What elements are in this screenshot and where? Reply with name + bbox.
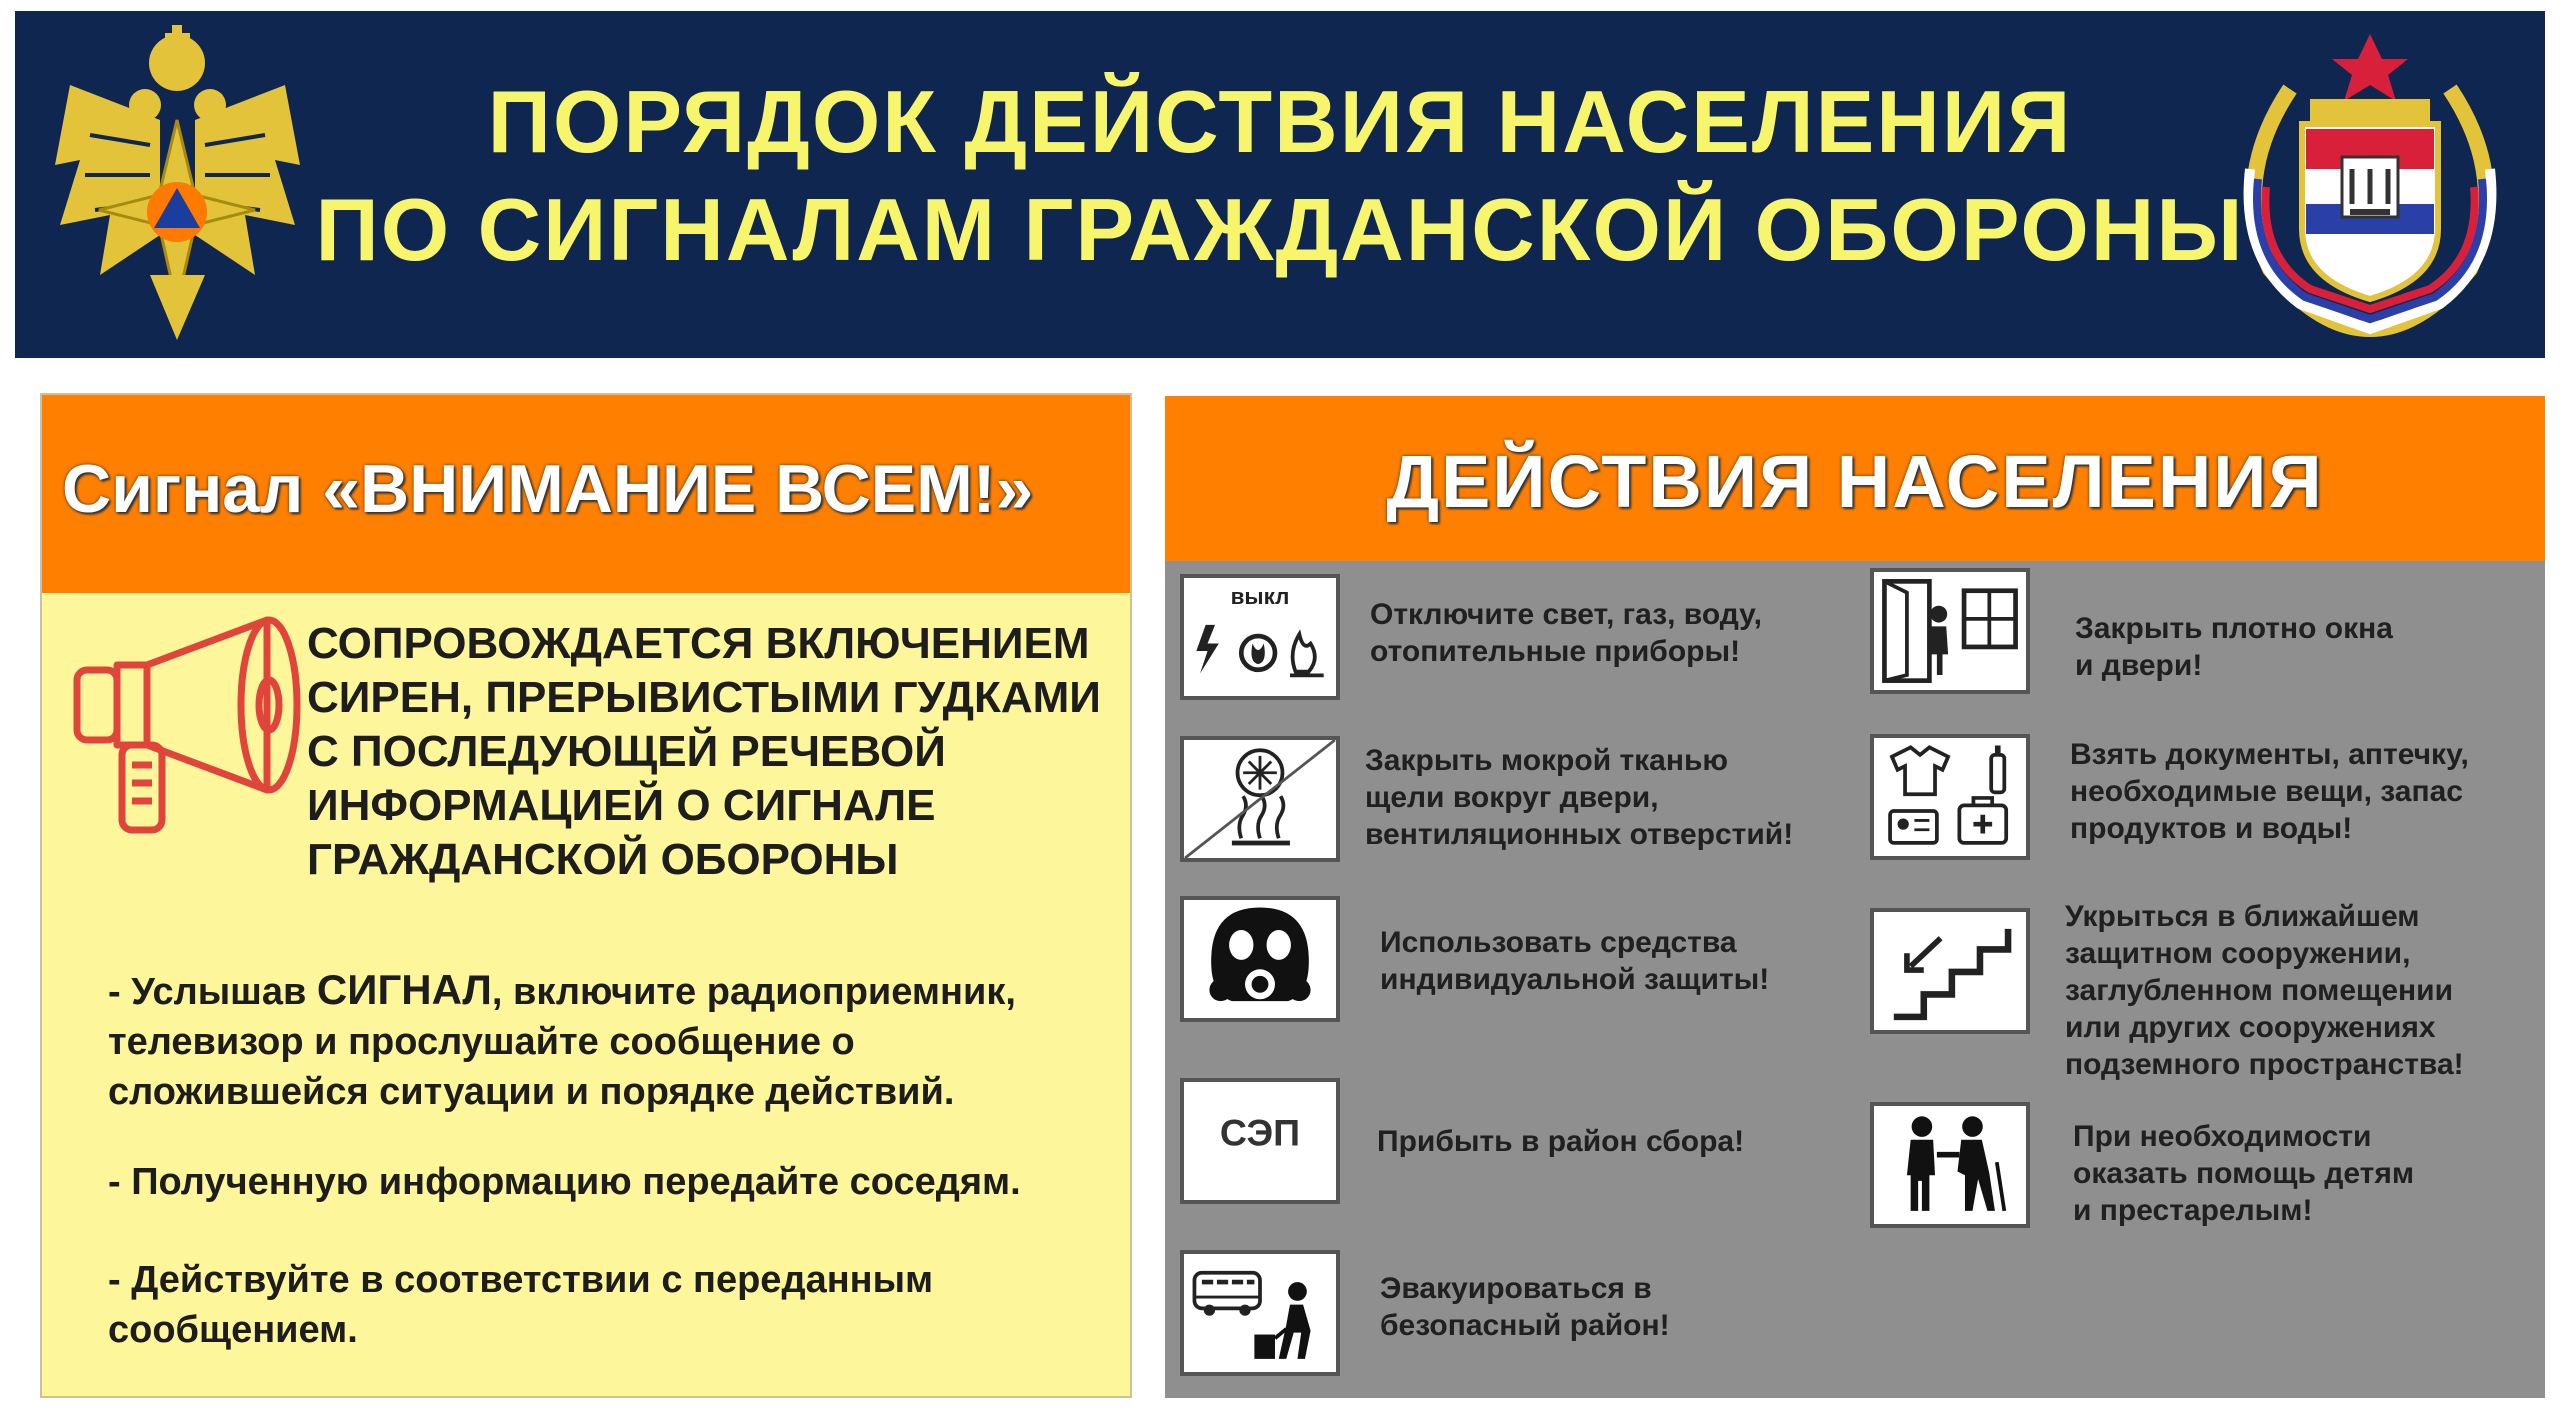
instruction-act-line2: сообщением. — [108, 1309, 358, 1351]
action-line: отопительные приборы! — [1370, 635, 1741, 668]
action-text-ppe — [1380, 924, 1769, 998]
gas-mask-icon — [1180, 896, 1340, 1022]
instruction-act-line1: - Действуйте в соответствии с переданным — [108, 1259, 934, 1301]
action-line: защитном сооружении, — [2065, 937, 2411, 970]
action-line: Взять документы, аптечку, — [2070, 738, 2469, 771]
action-line: индивидуальной защиты! — [1380, 963, 1770, 996]
signal-description-line: ГРАЖДАНСКОЙ ОБОРОНЫ — [307, 835, 899, 884]
actions-heading: ДЕЙСТВИЯ НАСЕЛЕНИЯ — [1386, 440, 2324, 523]
action-line: Отключите свет, газ, воду, — [1370, 598, 1762, 631]
actions-panel — [1165, 396, 2545, 1398]
megaphone-icon — [67, 615, 317, 835]
close-window-door-icon — [1870, 568, 2030, 694]
page-title-line1: ПОРЯДОК ДЕЙСТВИЯ НАСЕЛЕНИЯ — [487, 72, 2073, 171]
action-text-seal — [1365, 742, 1793, 853]
action-line: Эвакуироваться в — [1380, 1272, 1652, 1305]
action-line: подземного пространства! — [2065, 1048, 2464, 1081]
action-text-close — [2075, 610, 2393, 684]
action-line: заглубленном помещении — [2065, 974, 2454, 1007]
actions-header — [1165, 396, 2545, 561]
header-banner — [15, 11, 2545, 358]
action-line: безопасный район! — [1380, 1309, 1670, 1342]
help-elderly-icon — [1870, 1102, 2030, 1228]
action-line: Укрыться в ближайшем — [2065, 900, 2420, 933]
action-text-documents — [2070, 736, 2469, 847]
signal-panel — [40, 393, 1132, 1398]
action-line: Закрыть плотно окна — [2075, 612, 2393, 645]
action-text-evacuate — [1380, 1270, 1670, 1344]
signal-description-line: СИРЕН, ПРЕРЫВИСТЫМИ ГУДКАМИ — [307, 673, 1101, 722]
assembly-point-icon — [1180, 1078, 1340, 1204]
action-line: щели вокруг двери, — [1365, 781, 1659, 814]
instruction-listen — [108, 965, 1128, 1117]
action-text-assembly — [1377, 1123, 1744, 1160]
action-text-shelter — [2065, 898, 2464, 1083]
signal-description-line: ИНФОРМАЦИЕЙ О СИГНАЛЕ — [307, 781, 936, 830]
signal-description-line: СОПРОВОЖДАЕТСЯ ВКЛЮЧЕНИЕМ — [307, 619, 1090, 668]
action-line: Использовать средства — [1380, 926, 1737, 959]
action-line: или других сооружениях — [2065, 1011, 2436, 1044]
signal-heading: Сигнал «ВНИМАНИЕ ВСЕМ!» — [62, 451, 1034, 527]
regional-coat-of-arms-icon — [2230, 29, 2510, 344]
switch-off-label: выкл — [1230, 584, 1290, 610]
instruction-signal-word: СИГНАЛ — [316, 966, 492, 1013]
action-line: необходимые вещи, запас — [2070, 775, 2463, 808]
signal-description — [307, 617, 1127, 887]
instruction-act — [108, 1255, 1128, 1355]
instruction-line3: сложившейся ситуации и порядке действий. — [108, 1071, 955, 1113]
signal-description-line: С ПОСЛЕДУЮЩЕЙ РЕЧЕВОЙ — [307, 727, 946, 776]
assembly-point-label: СЭП — [1219, 1111, 1301, 1154]
documents-supplies-icon — [1870, 734, 2030, 860]
instruction-line1-rest: , включите радиоприемник, — [491, 971, 1016, 1013]
action-line: вентиляционных отверстий! — [1365, 818, 1794, 851]
shelter-stairs-icon — [1870, 908, 2030, 1034]
action-line: Закрыть мокрой тканью — [1365, 744, 1729, 777]
instruction-line2: телевизор и прослушайте сообщение о — [108, 1021, 855, 1063]
action-line: Прибыть в район сбора! — [1377, 1125, 1745, 1158]
instruction-prefix: - Услышав — [108, 971, 317, 1013]
seal-vent-icon — [1180, 736, 1340, 862]
action-line: и двери! — [2075, 649, 2203, 682]
action-line: оказать помощь детям — [2073, 1157, 2415, 1190]
switch-off-utilities-icon — [1180, 574, 1340, 700]
action-text-help — [2073, 1118, 2414, 1229]
action-line: При необходимости — [2073, 1120, 2372, 1153]
action-line: и престарелым! — [2073, 1194, 2313, 1227]
evacuate-bus-icon — [1180, 1250, 1340, 1376]
action-text-utilities — [1370, 596, 1762, 670]
action-line: продуктов и воды! — [2070, 812, 2353, 845]
signal-header — [42, 395, 1130, 593]
page-title-line2: ПО СИГНАЛАМ ГРАЖДАНСКОЙ ОБОРОНЫ — [315, 180, 2245, 279]
instruction-neighbors: - Полученную информацию передайте соседям. — [108, 1161, 1021, 1203]
